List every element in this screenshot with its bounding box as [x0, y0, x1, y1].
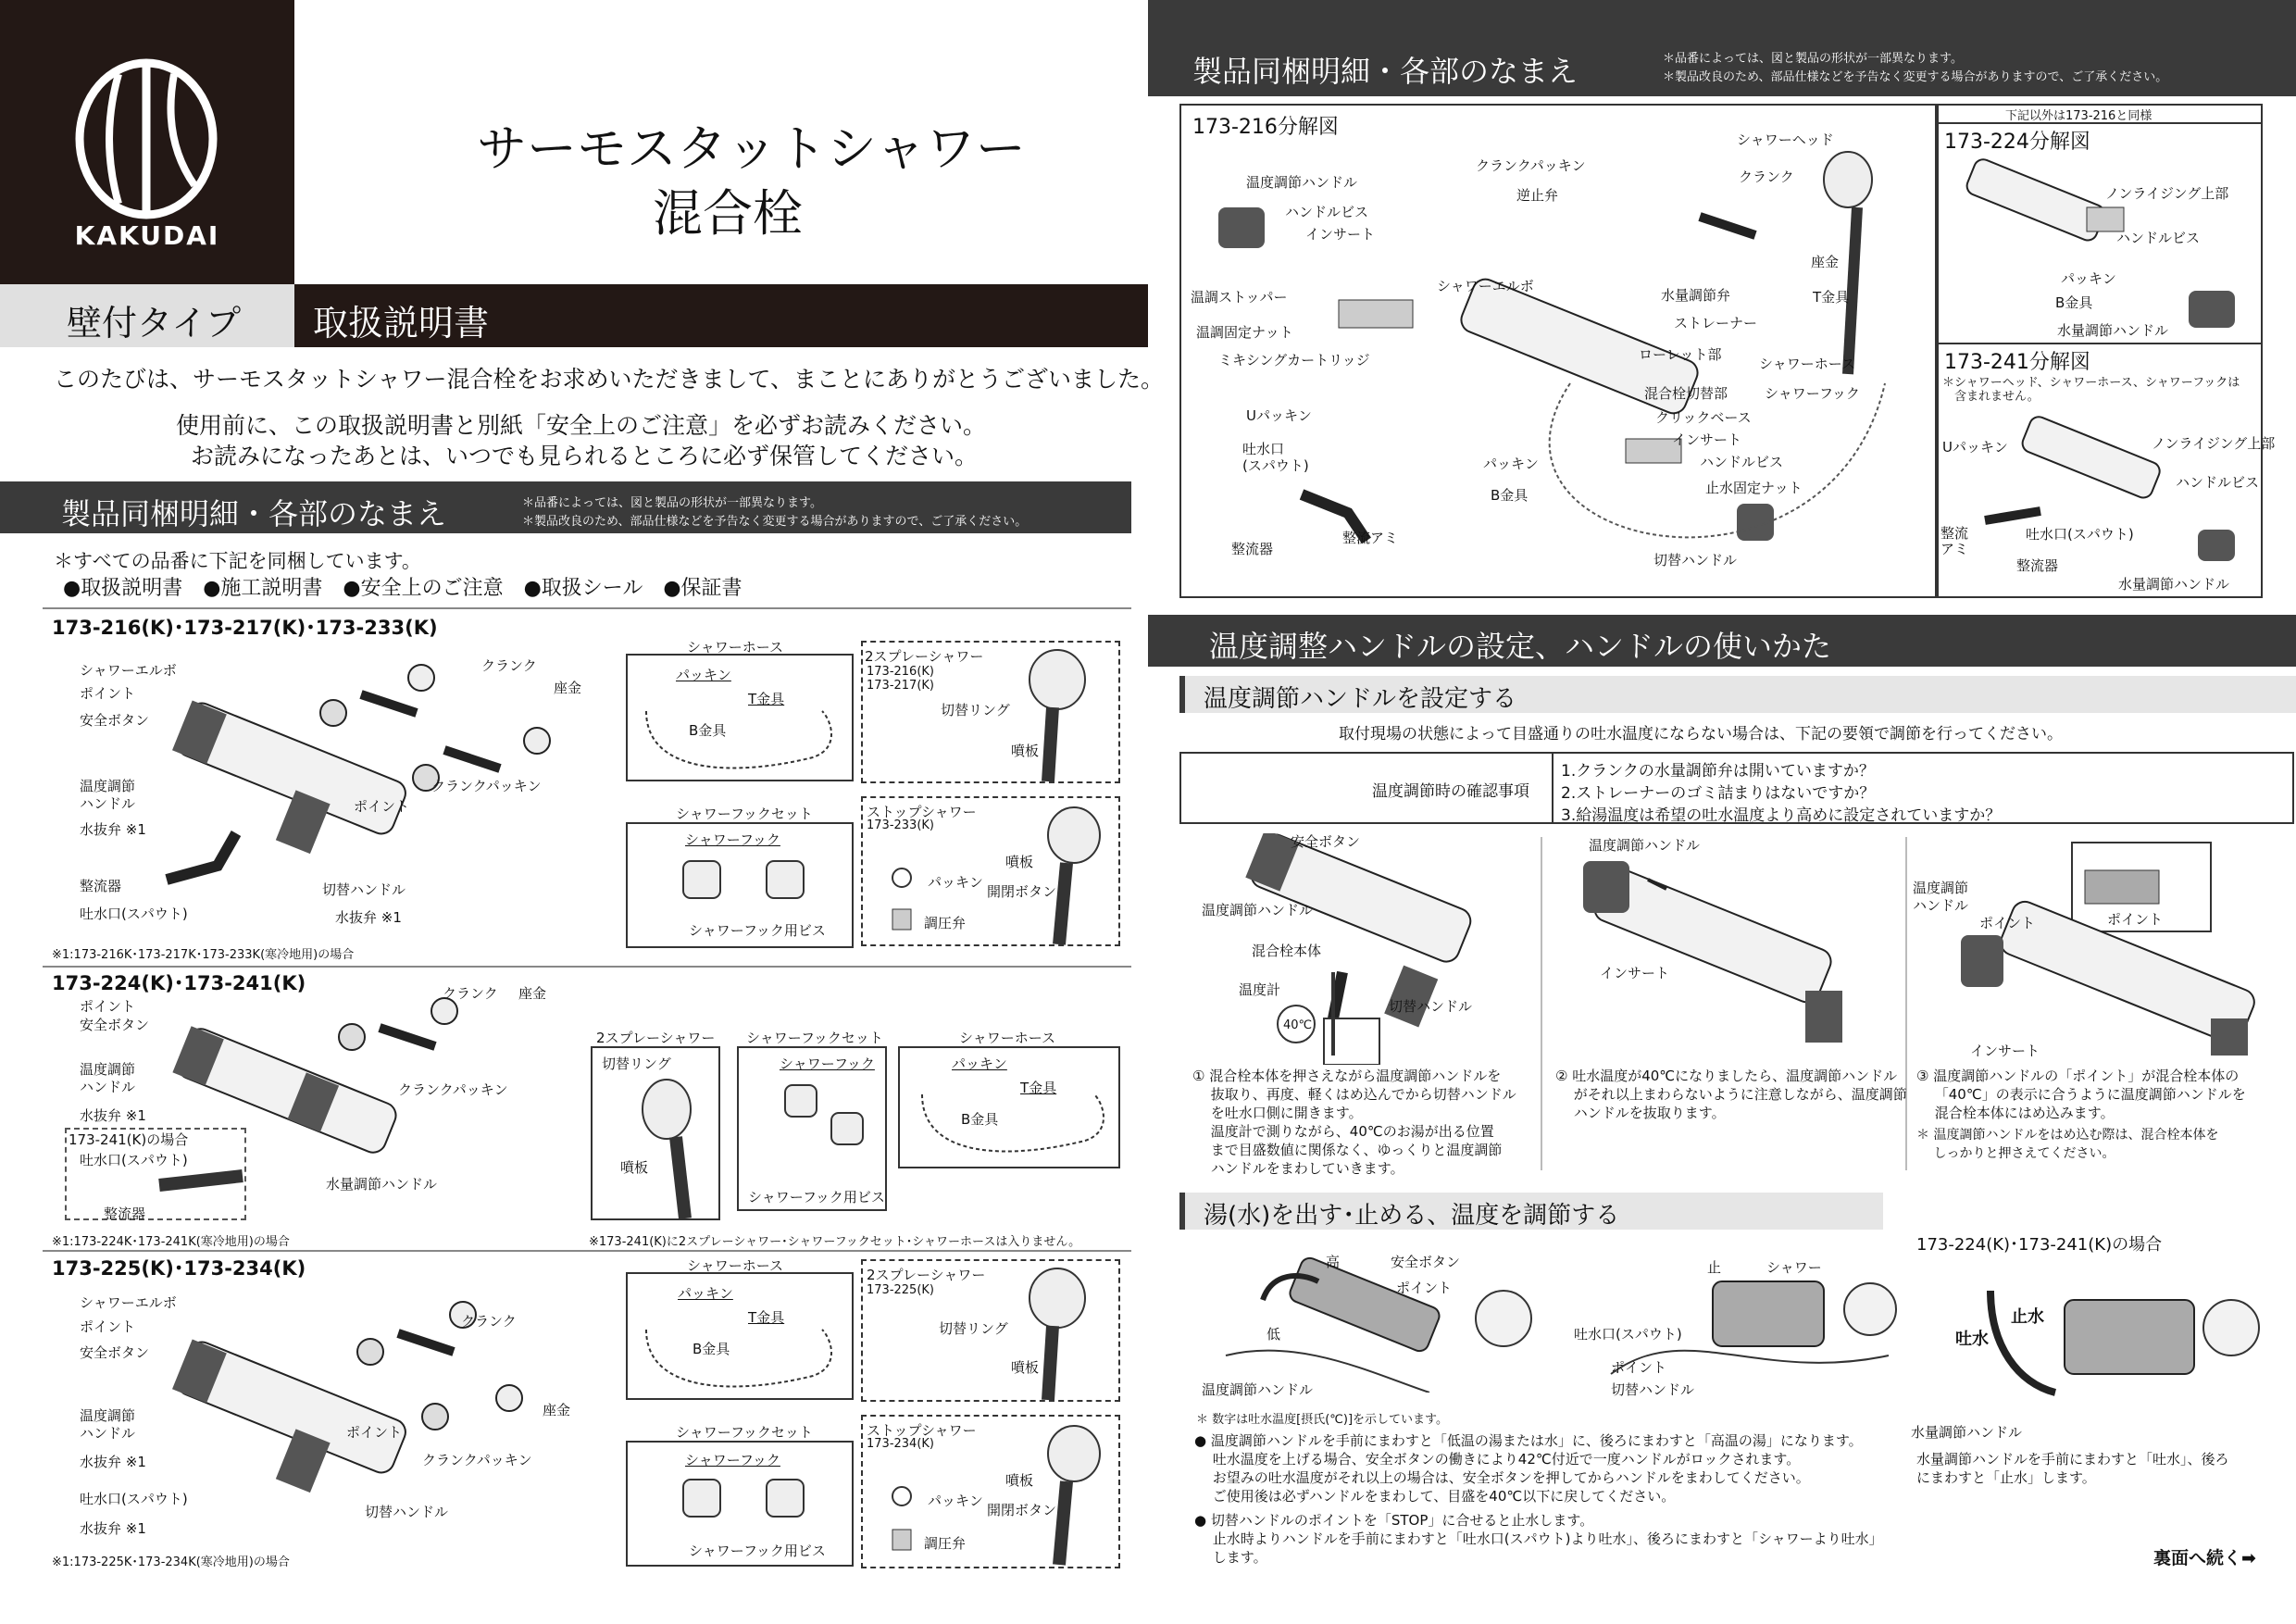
exp216-handle-screw: ハンドルビス [1285, 204, 1369, 220]
model-b-hook-label: シャワーフック [780, 1056, 875, 1072]
exp216-elbow: シャワーエルボ [1437, 278, 1534, 294]
type-label: 壁付タイプ [67, 303, 242, 344]
model-c-label-drain: 水抜弁 ※1 [80, 1454, 146, 1470]
model-b-label-crank: クランク [443, 985, 498, 1002]
model-a-hook-label: シャワーフック [685, 831, 780, 848]
continue-link[interactable]: 裏面へ続く➡ [2153, 1548, 2256, 1568]
model-b-spray-nozzle: 噴板 [620, 1159, 649, 1176]
model-a-label-point2: ポイント [354, 798, 410, 815]
temp-check2: 2.ストレーナーのゴミ詰まりはないですか？ [1561, 784, 1876, 803]
intro-line1: このたびは、サーモスタットシャワー混合栓をお求めいただきまして、まことにありがとうございました。 [54, 366, 1165, 393]
exp216-temp-stopper: 温調ストッパー [1191, 289, 1288, 306]
shower-head-icon [863, 643, 1122, 785]
model-c-hose-packing: パッキン [678, 1285, 733, 1302]
exp224-handle-screw: ハンドルビス [2116, 230, 2201, 246]
hose-icon [900, 1048, 1122, 1170]
exploded-216-title: 173-216分解図 [1192, 116, 1339, 139]
exploded-224-box [1937, 122, 2263, 344]
model-a-hose-title: シャワーホース [687, 639, 783, 656]
model-c-hook-label: シャワーフック [685, 1452, 780, 1468]
model-c-hose-title: シャワーホース [687, 1257, 783, 1274]
model-a-hook-screw: シャワーフック用ビス [689, 922, 826, 939]
model-b-hose-packing: パッキン [952, 1056, 1007, 1072]
model-a-label-spout: 吐水口(スパウト) [80, 906, 188, 922]
model-a-label-aerator: 整流器 [80, 878, 122, 894]
title-line1: サーモスタットシャワー [477, 119, 1026, 178]
exp241-non-rising: ノンライジング上部 [2152, 435, 2276, 452]
model-c-spray-box [861, 1259, 1120, 1402]
model-a-title: 173-216(K)･173-217(K)･173-233(K) [52, 617, 438, 639]
shower-hook-icon [628, 1443, 855, 1568]
exploded-216-box [1179, 104, 1937, 598]
brand-logo-block [0, 0, 294, 284]
exp216-strainer: ストレーナー [1674, 315, 1758, 331]
model-a-stop-packing: パッキン [928, 874, 983, 891]
model-b-label-washer: 座金 [518, 985, 547, 1002]
exp216-insert2: インサート [1672, 431, 1742, 448]
temp-check1: 1.クランクの水量調節弁は開いていますか？ [1561, 762, 1875, 781]
exp216-insert: インサート [1305, 226, 1376, 243]
case-discharge: 吐水 [1955, 1330, 1989, 1349]
model-a-label-washer: 座金 [554, 680, 582, 696]
shower-hook-icon [739, 1048, 889, 1213]
model-c-hook-box [626, 1441, 854, 1567]
model-b-hose-title: シャワーホース [959, 1030, 1055, 1046]
faucet-illustration-c [56, 1278, 611, 1555]
right-top-note1: ＊品番によっては、図と製品の形状が一部異なります。 [1663, 52, 1963, 66]
step1-temp-handle: 温度調節ハンドル [1202, 902, 1314, 918]
model-a-spray-ring: 切替リング [941, 702, 1010, 718]
model-b-hose-box [898, 1046, 1120, 1168]
exp216-washer: 座金 [1811, 254, 1840, 270]
exp241-water-handle: 水量調節ハンドル [2118, 576, 2230, 593]
model-c-stop-nozzle: 噴板 [1005, 1472, 1034, 1489]
step3-point2: ポイント [2107, 911, 2164, 928]
exp224-b-fitting: B金具 [2055, 294, 2093, 311]
divider-b [43, 1250, 1131, 1252]
step2-illustration [1555, 852, 1898, 1056]
model-b-241-box [65, 1128, 246, 1220]
model-a-spray-nozzle: 噴板 [1011, 743, 1040, 759]
step3-note: ＊ 温度調節ハンドルをはめ込む際は、混合栓本体を しっかりと押さえてください。 [1916, 1128, 2219, 1161]
model-b-label-temp-handle: 温度調節 ハンドル [80, 1061, 136, 1095]
step3-point: ポイント [1979, 915, 2036, 931]
model-c-stop-model: 173-234(K) [867, 1437, 934, 1451]
contents-note2: ＊製品改良のため、部品仕様などを予告なく変更する場合がありますので、ご了承ください。 [522, 515, 1028, 529]
hose-icon [628, 656, 855, 783]
model-a-label-elbow: シャワーエルボ [80, 662, 177, 679]
right-top-title: 製品同梱明細・各部のなまえ [1192, 54, 1578, 89]
exp216-t-fitting: T金具 [1813, 289, 1850, 306]
exp216-hose: シャワーホース [1759, 356, 1855, 372]
temp-check3: 3.給湯温度は希望の吐水温度より高めに設定されていますか？ [1561, 806, 2002, 825]
exp216-check-valve: 逆止弁 [1516, 187, 1559, 204]
right-top-note2: ＊製品改良のため、部品仕様などを予告なく変更する場合がありますので、ご了承ください。 [1663, 70, 2168, 84]
model-b-label-spout: 吐水口(スパウト) [80, 1152, 188, 1168]
step3-temp-handle: 温度調節 ハンドル [1913, 880, 1969, 914]
model-c-label-temp-handle: 温度調節 ハンドル [80, 1407, 136, 1442]
exploded-241-title: 173-241分解図 [1944, 351, 2090, 374]
contents-section-title: 製品同梱明細・各部のなまえ [61, 496, 447, 531]
exp216-aerator: 整流器 [1231, 541, 1274, 557]
use-point: ポイント [1396, 1280, 1453, 1296]
model-a-stop-valve: 調圧弁 [924, 915, 967, 931]
manual-label: 取扱説明書 [313, 303, 490, 344]
exploded-224-title: 173-224分解図 [1944, 131, 2090, 154]
exploded-224-header-text: 下記以外は173-216と同様 [2005, 109, 2152, 123]
case-stop: 止水 [2011, 1307, 2044, 1327]
exp241-u-packing: Uパッキン [1942, 439, 2008, 456]
model-c-spray-title: 2スプレーシャワー [867, 1267, 986, 1283]
exploded-241-illustration [1939, 344, 2265, 598]
exp224-packing: パッキン [2061, 270, 2116, 287]
usage-illustration-1 [1189, 1244, 1541, 1393]
model-c-stop-packing: パッキン [928, 1493, 983, 1509]
use-low: 低 [1267, 1326, 1281, 1343]
model-c-label-elbow: シャワーエルボ [80, 1294, 177, 1311]
use-point2: ポイント [1611, 1359, 1667, 1376]
model-c-stop-valve: 調圧弁 [924, 1535, 967, 1552]
exp216-switch-valve: 混合栓切替部 [1644, 385, 1728, 402]
note-deg: ＊ 数字は吐水温度[摂氏(℃)]を示しています。 [1196, 1413, 1448, 1427]
model-a-hook-box [626, 822, 854, 948]
model-a-spray-models: 173-216(K) 173-217(K) [867, 665, 934, 693]
hose-icon [628, 1274, 855, 1402]
model-a-hose-b: B金具 [689, 722, 727, 739]
model-b-spray-title: 2スプレーシャワー [596, 1030, 716, 1046]
model-c-label-spout: 吐水口(スパウト) [80, 1491, 188, 1507]
use-high: 高 [1326, 1254, 1341, 1270]
model-b-footnote2: ※173-241(K)に2スプレーシャワー･シャワーフックセット･シャワーホースは入りません。 [589, 1235, 1081, 1249]
exp216-cartridge: ミキシングカートリッジ [1218, 352, 1370, 369]
model-c-footnote: ※1:173-225K･173-234K(寒冷地用)の場合 [52, 1555, 290, 1569]
model-a-spray-title: 2スプレーシャワー [865, 648, 984, 665]
exp241-spout: 吐水口(スパウト) [2026, 526, 2134, 543]
model-a-spray-box [861, 641, 1120, 783]
model-a-label-crank-packing: クランクパッキン [431, 778, 542, 794]
model-c-spray-nozzle: 噴板 [1011, 1359, 1040, 1376]
exp216-u-packing: Uパッキン [1246, 407, 1312, 424]
model-c-hook-title: シャワーフックセット [676, 1424, 813, 1441]
exp216-mesh: 整流アミ [1342, 530, 1399, 546]
model-a-stop-title: ストップシャワー [867, 804, 977, 820]
model-c-label-point: ポイント [80, 1318, 136, 1335]
case-title: 173-224(K)･173-241(K)の場合 [1916, 1235, 2163, 1255]
temp-sub1-title: 温度調節ハンドルを設定する [1204, 685, 1517, 713]
step2-text: ② 吐水温度が40℃になりましたら、温度調節ハンドル がそれ以上まわらないように注意しながら、温度調節 ハンドルを抜取ります。 [1555, 1068, 1907, 1121]
model-c-hook-screw: シャワーフック用ビス [689, 1543, 826, 1559]
model-b-label-aerator: 整流器 [104, 1206, 146, 1222]
model-c-hose-b: B金具 [693, 1341, 730, 1357]
use-stop: 止 [1707, 1259, 1722, 1276]
model-c-label-crank: クランク [461, 1313, 517, 1330]
shower-head-icon [863, 1261, 1122, 1404]
exp224-water-handle: 水量調節ハンドル [2057, 322, 2169, 339]
use-safety: 安全ボタン [1391, 1254, 1461, 1270]
step3-text: ③ 温度調節ハンドルの「ポイント」が混合栓本体の 「40℃」の表示に合うように温度調節ハンドルを 混合栓本体にはめ込みます。 [1916, 1068, 2246, 1121]
model-c-label-switch-handle: 切替ハンドル [365, 1504, 449, 1520]
common-items: ●取扱説明書 ●施工説明書 ●安全上のご注意 ●取扱シール ●保証書 [63, 577, 742, 600]
contents-note1: ＊品番によっては、図と製品の形状が一部異なります。 [522, 496, 822, 510]
model-b-hook-screw: シャワーフック用ビス [748, 1189, 885, 1206]
model-c-spray-model: 173-225(K) [867, 1283, 934, 1297]
exp224-non-rising: ノンライジング上部 [2105, 185, 2229, 202]
step3-illustration [1915, 833, 2285, 1056]
model-a-hose-packing: パッキン [676, 667, 731, 683]
model-b-spray-ring: 切替リング [602, 1056, 671, 1072]
exp216-crank-packing: クランクパッキン [1476, 157, 1586, 174]
model-a-stop-nozzle: 噴板 [1005, 854, 1034, 870]
exploded-241-note: ＊シャワーヘッド、シャワーホース、シャワーフックは 含まれません。 [1942, 376, 2240, 404]
intro-line3: お読みになったあとは、いつでも見られるところに必ず保管してください。 [191, 443, 979, 469]
stop-shower-icon [863, 798, 1122, 948]
bullet1: ● 温度調節ハンドルを手前にまわすと「低温の湯または水」に、後ろにまわすと「高温の湯」になります。 吐水温度を上げる場合、安全ボタンの働きにより42℃付近で一度ハンドルがロックされます。 お望みの吐水温度がそれ以上の場合は、安全ボタンを押してからハンドルをまわしてください。 ご使用後は必ずハンドルをまわして、目盛を40℃以下に戻してください。 [1194, 1432, 1863, 1505]
model-a-hose-box [626, 654, 854, 781]
model-c-title: 173-225(K)･173-234(K) [52, 1257, 306, 1280]
exploded-224-illustration [1939, 124, 2265, 346]
divider-step [1541, 837, 1542, 1170]
model-b-footnote: ※1:173-224K･173-241K(寒冷地用)の場合 [52, 1235, 290, 1249]
model-c-label-point2: ポイント [346, 1424, 403, 1441]
model-c-stop-box [861, 1415, 1120, 1568]
model-b-label-crank-packing: クランクパッキン [398, 1081, 508, 1098]
temp-check-box [1179, 752, 2294, 824]
case-water-handle: 水量調節ハンドル [1911, 1424, 2023, 1441]
step1-body: 混合栓本体 [1252, 943, 1322, 959]
exp241-mesh: 整流 アミ [1940, 525, 1969, 557]
step2-temp-handle: 温度調節ハンドル [1589, 837, 1701, 854]
model-a-label-crank: クランク [481, 657, 537, 674]
use-shower: シャワー [1766, 1259, 1822, 1276]
model-a-footnote: ※1:173-216K･173-217K･173-233K(寒冷地用)の場合 [52, 948, 355, 962]
model-a-label-point: ポイント [80, 685, 136, 702]
bullet2: ● 切替ハンドルのポイントを「STOP」に合せると止水します。 止水時よりハンドルを手前にまわすと「吐水口(スパウト)より吐水」、後ろにまわすと「シャワーより吐水」 します。 [1194, 1512, 1883, 1566]
model-c-label-safety: 安全ボタン [80, 1344, 150, 1361]
use-temp-handle: 温度調節ハンドル [1202, 1381, 1314, 1398]
exp241-aerator: 整流器 [2016, 557, 2059, 574]
step1-thermo: 温度計 [1239, 981, 1281, 998]
step1-safety: 安全ボタン [1291, 833, 1361, 850]
model-a-stop-model: 173-233(K) [867, 818, 934, 832]
shower-head-icon [593, 1048, 722, 1222]
title-line2: 混合栓 [653, 184, 803, 243]
model-b-hook-box [737, 1046, 887, 1211]
model-a-hose-t: T金具 [748, 691, 785, 707]
step2-insert: インサート [1600, 965, 1670, 981]
model-a-label-drain: 水抜弁 ※1 [80, 821, 146, 838]
exp216-temp-handle: 温度調節ハンドル [1246, 174, 1358, 191]
model-a-stop-button: 開閉ボタン [987, 883, 1057, 900]
use-switch: 切替ハンドル [1611, 1381, 1695, 1398]
exp216-b-fitting: B金具 [1491, 487, 1529, 504]
common-note: ＊すべての品番に下記を同梱しています。 [54, 550, 421, 572]
exp216-temp-nut: 温調固定ナット [1196, 324, 1293, 341]
model-a-label-temp-handle: 温度調節 ハンドル [80, 778, 136, 812]
model-b-hose-b: B金具 [961, 1111, 999, 1128]
brand-name: KAKUDAI [74, 220, 220, 251]
model-a-stop-box [861, 796, 1120, 946]
exploded-241-box [1937, 344, 2276, 598]
step1-illustration [1194, 833, 1546, 1065]
temp-lead: 取付現場の状態によって目盛通りの吐水温度にならない場合は、下記の要領で調節を行ってください。 [1339, 725, 2063, 743]
model-a-label-drain2: 水抜弁 ※1 [335, 909, 402, 926]
exp216-switch-handle: 切替ハンドル [1653, 552, 1738, 568]
step1-switch: 切替ハンドル [1389, 998, 1473, 1015]
model-b-hook-title: シャワーフックセット [746, 1030, 883, 1046]
model-c-stop-button: 開閉ボタン [987, 1502, 1057, 1518]
model-a-hook-title: シャワーフックセット [676, 806, 813, 822]
model-b-label-water-handle: 水量調節ハンドル [326, 1176, 438, 1193]
model-a-label-safety: 安全ボタン [80, 712, 150, 729]
step1-text: ① 混合栓本体を押さえながら温度調節ハンドルを 抜取り、再度、軽くはめ込んでから切替ハンドル を吐水口側に開きます。 温度計で測りながら、40℃のお湯が出る位置 まで目盛数値に関係なく、ゆっくりと温度調節 ハンドルをまわしていきます。 [1192, 1068, 1516, 1177]
case-text: 水量調節ハンドルを手前にまわすと「吐水」、後ろ にまわすと「止水」します。 [1916, 1451, 2229, 1486]
step3-insert: インサート [1970, 1043, 2040, 1059]
model-b-sub-case: 173-241(K)の場合 [69, 1131, 189, 1148]
divider-a [43, 966, 1131, 968]
exp216-flow-valve: 水量調節弁 [1661, 287, 1731, 304]
temp-check-label: 温度調節時の確認事項 [1372, 782, 1529, 801]
exp241-handle-screw: ハンドルビス [2176, 474, 2260, 491]
temp-sub2-title: 湯(水)を出す･止める、温度を調節する [1204, 1202, 1620, 1230]
exp216-knurl: ローレット部 [1639, 346, 1722, 363]
exp216-hook: シャワーフック [1765, 385, 1860, 402]
model-c-stop-title: ストップシャワー [867, 1422, 977, 1439]
model-c-label-crank-packing: クランクパッキン [422, 1452, 532, 1468]
temp-section-title: 温度調整ハンドルの設定、ハンドルの使いかた [1209, 629, 1832, 664]
model-c-label-washer: 座金 [543, 1402, 571, 1418]
divider [43, 607, 1131, 609]
model-b-label-drain: 水抜弁 ※1 [80, 1107, 146, 1124]
model-b-title: 173-224(K)･173-241(K) [52, 972, 306, 994]
model-c-hose-t: T金具 [748, 1309, 785, 1326]
exp216-head: シャワーヘッド [1737, 131, 1834, 148]
model-c-label-drain2: 水抜弁 ※1 [80, 1520, 146, 1537]
step1-deg: 40℃ [1283, 1018, 1313, 1032]
model-b-hose-t: T金具 [1020, 1080, 1057, 1096]
model-c-hose-box [626, 1272, 854, 1400]
exp216-handle-screw2: ハンドルビス [1700, 454, 1784, 470]
use-spout: 吐水口(スパウト) [1574, 1326, 1682, 1343]
spout-icon [67, 1130, 248, 1222]
intro-line2: 使用前に、この取扱説明書と別紙「安全上のご注意」を必ずお読みください。 [176, 412, 987, 439]
model-c-spray-ring: 切替リング [939, 1320, 1008, 1337]
exp216-spout: 吐水口 (スパウト) [1242, 441, 1309, 474]
model-b-spray-box [591, 1046, 720, 1220]
model-a-label-switch-handle: 切替ハンドル [322, 881, 406, 898]
exp216-stop-nut: 止水固定ナット [1705, 480, 1803, 496]
stop-shower-icon [863, 1417, 1122, 1570]
exp216-crank: クランク [1739, 169, 1794, 185]
shower-hook-icon [628, 824, 855, 950]
exp216-packing: パッキン [1483, 456, 1539, 472]
model-b-label-point: ポイント [80, 998, 136, 1015]
exp216-click-base: クリックベース [1655, 409, 1752, 426]
model-b-label-safety: 安全ボタン [80, 1017, 150, 1033]
